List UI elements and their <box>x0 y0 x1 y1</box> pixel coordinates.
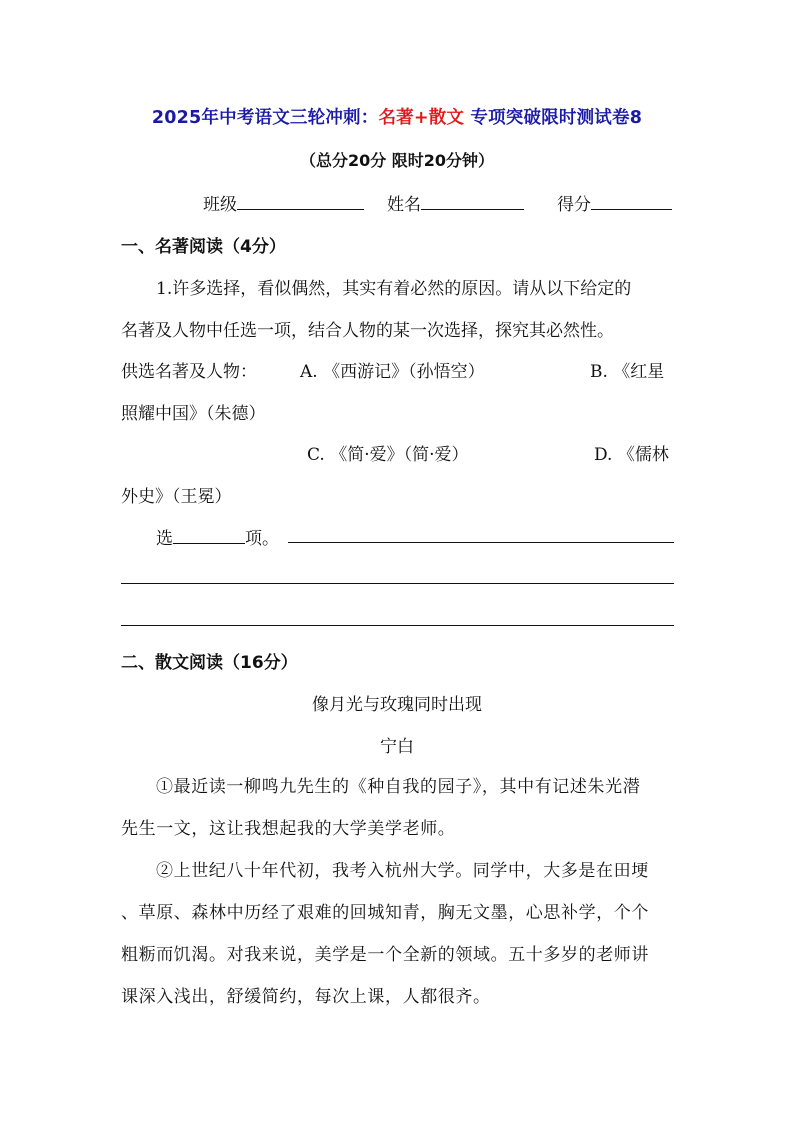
answer-suffix: 项。 <box>245 529 279 549</box>
name-blank[interactable] <box>421 193 524 210</box>
option-c: C. 《简·爱》（简·爱） <box>307 445 469 465</box>
score-blank[interactable] <box>591 193 672 210</box>
answer-blank-line-3[interactable] <box>121 625 674 626</box>
name-field <box>387 190 524 215</box>
essay-p1-line2: 先生一文，这让我想起我的大学美学老师。 <box>121 819 456 839</box>
score-label: 得分 <box>557 195 591 215</box>
option-b-end: 照耀中国》（朱德） <box>121 404 266 424</box>
section2-heading: 二、散文阅读（16分） <box>121 653 298 673</box>
option-d-end: 外史》（王冕） <box>121 487 232 507</box>
answer-prefix: 选 <box>156 529 173 549</box>
essay-p2-line3: 粗粝而饥渴。对我来说，美学是一个全新的领域。五十多岁的老师讲 <box>121 945 649 965</box>
options-intro: 供选名著及人物： <box>121 362 257 382</box>
essay-p1-line1: ①最近读一柳鸣九先生的《种自我的园子》，其中有记述朱光潜 <box>156 777 641 797</box>
q1-line2: 名著及人物中任选一项，结合人物的某一次选择，探究其必然性。 <box>121 321 614 341</box>
title-part1: 2025年中考语文三轮冲刺： <box>151 108 379 128</box>
answer-blank-line-1[interactable] <box>288 542 674 543</box>
class-label: 班级 <box>203 195 237 215</box>
option-choice-blank[interactable] <box>173 527 245 544</box>
essay-p2-line2: 、草原、森林中历经了艰难的回城知青，胸无文墨，心思补学，个个 <box>121 903 649 923</box>
name-label: 姓名 <box>387 195 421 215</box>
class-blank[interactable] <box>237 193 364 210</box>
title-highlight: 名著+散文 <box>378 108 465 128</box>
option-b-start: B. 《红星 <box>590 362 665 382</box>
title-part2: 专项突破限时测试卷8 <box>464 108 643 128</box>
essay-author: 宁白 <box>380 737 414 757</box>
exam-title <box>0 104 794 129</box>
answer-line <box>156 524 279 549</box>
q1-line1: 1.许多选择，看似偶然，其实有着必然的原因。请从以下给定的 <box>156 279 632 299</box>
class-field <box>203 190 364 215</box>
essay-title: 像月光与玫瑰同时出现 <box>312 695 482 715</box>
essay-p2-line4: 课深入浅出，舒缓简约，每次上课，人都很齐。 <box>121 987 491 1007</box>
section1-heading: 一、名著阅读（4分） <box>121 237 286 257</box>
essay-p2-line1: ②上世纪八十年代初，我考入杭州大学。同学中，大多是在田埂 <box>156 861 649 881</box>
answer-blank-line-2[interactable] <box>121 583 674 584</box>
option-a: A. 《西游记》（孙悟空） <box>300 362 485 382</box>
option-d-start: D. 《儒林 <box>594 445 669 465</box>
exam-subtitle: （总分20分 限时20分钟） <box>299 151 495 170</box>
score-field <box>557 190 672 215</box>
